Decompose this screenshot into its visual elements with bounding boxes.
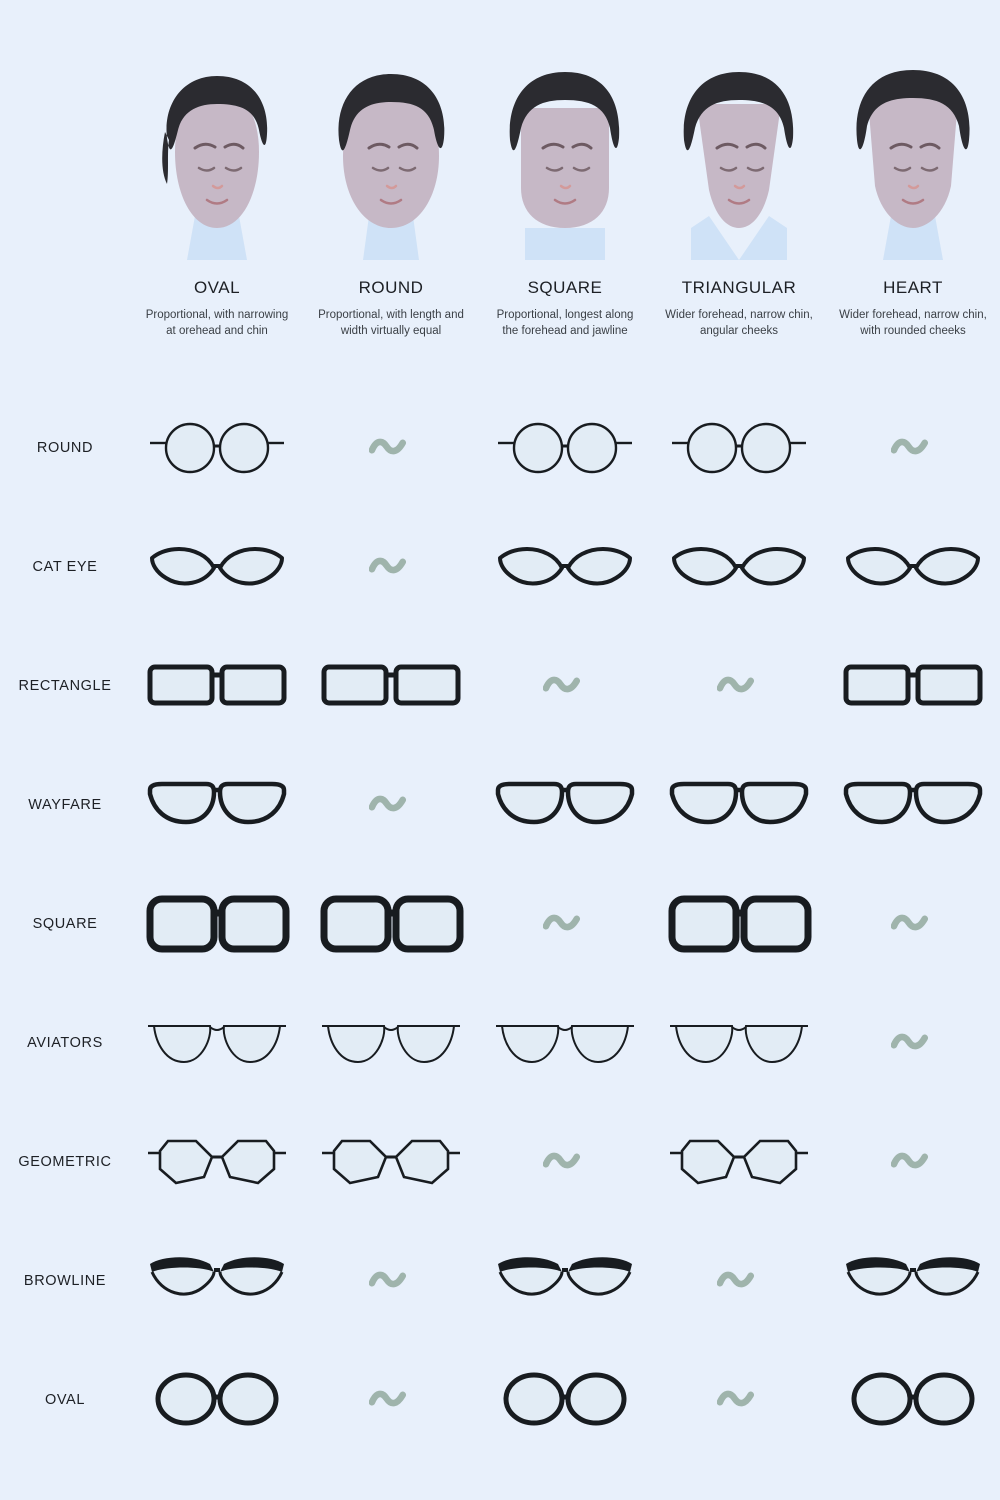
rectangle-glasses-icon xyxy=(316,651,466,721)
row-label-rectangle: RECTANGLE xyxy=(18,677,112,694)
squiggle-icon xyxy=(369,793,413,817)
wayfare-glasses-icon xyxy=(664,770,814,840)
squiggle-icon xyxy=(543,674,587,698)
no-match-cell-rectangle-square xyxy=(478,626,652,745)
browline-glasses-icon xyxy=(490,1246,640,1316)
squiggle-icon xyxy=(369,436,413,460)
glasses-cell-wayfare-oval xyxy=(130,745,304,864)
face-illustration-square xyxy=(495,60,635,260)
oval-glasses-icon xyxy=(142,1365,292,1435)
glasses-cell-rectangle-heart xyxy=(826,626,1000,745)
row-label-round: ROUND xyxy=(36,439,94,456)
row-label-geometric: GEOMETRIC xyxy=(18,1153,112,1170)
glasses-cell-aviator-triangular xyxy=(652,983,826,1102)
squiggle-icon xyxy=(717,1388,761,1412)
no-match-cell-browline-round xyxy=(304,1221,478,1340)
glasses-row xyxy=(0,507,1000,626)
no-match-cell-round-heart xyxy=(826,388,1000,507)
browline-glasses-icon xyxy=(838,1246,988,1316)
glasses-cell-oval-heart xyxy=(826,1340,1000,1459)
glasses-cell-browline-heart xyxy=(826,1221,1000,1340)
geometric-glasses-icon xyxy=(142,1127,292,1197)
glasses-cell-square-round xyxy=(304,864,478,983)
squiggle-icon xyxy=(543,912,587,936)
no-match-cell-oval-triangular xyxy=(652,1340,826,1459)
face-illustration-round xyxy=(321,60,461,260)
face-illustration-triangular xyxy=(669,60,809,260)
face-illustration-heart xyxy=(843,60,983,260)
row-label-square: SQUARE xyxy=(32,915,98,932)
face-column-round xyxy=(304,60,478,339)
squiggle-icon xyxy=(717,1269,761,1293)
face-column-square xyxy=(478,60,652,339)
face-description: Proportional, with narrowing at orehead and chin xyxy=(145,309,289,337)
square-glasses-icon xyxy=(142,889,292,959)
glasses-cell-round-square xyxy=(478,388,652,507)
glasses-row xyxy=(0,1221,1000,1340)
no-match-cell-square-square xyxy=(478,864,652,983)
glasses-row xyxy=(0,1102,1000,1221)
glasses-cell-rectangle-round xyxy=(304,626,478,745)
no-match-cell-aviators-heart xyxy=(826,983,1000,1102)
wayfare-glasses-icon xyxy=(142,770,292,840)
glasses-cell-oval-square xyxy=(478,1340,652,1459)
glasses-cell-cateye-triangular xyxy=(652,507,826,626)
round-glasses-icon xyxy=(490,413,640,483)
face-title: HEART xyxy=(883,278,943,297)
glasses-cell-geometric-triangular xyxy=(652,1102,826,1221)
glasses-row xyxy=(0,626,1000,745)
face-title: ROUND xyxy=(358,278,424,297)
squiggle-icon xyxy=(369,555,413,579)
glasses-cell-cateye-heart xyxy=(826,507,1000,626)
glasses-cell-square-oval xyxy=(130,864,304,983)
glasses-cell-wayfare-heart xyxy=(826,745,1000,864)
geometric-glasses-icon xyxy=(316,1127,466,1197)
face-title: SQUARE xyxy=(527,278,603,297)
row-label-browline: BROWLINE xyxy=(23,1272,107,1289)
glasses-cell-square-triangular xyxy=(652,864,826,983)
cateye-glasses-icon xyxy=(838,532,988,602)
no-match-cell-cat-eye-round xyxy=(304,507,478,626)
face-column-oval xyxy=(130,60,304,339)
face-title: OVAL xyxy=(193,278,241,297)
squiggle-icon xyxy=(369,1269,413,1293)
face-description: Proportional, with length and width virtually equal xyxy=(318,309,464,337)
squiggle-icon xyxy=(891,1031,935,1055)
aviator-glasses-icon xyxy=(316,1008,466,1078)
squiggle-icon xyxy=(891,436,935,460)
glasses-cell-cateye-oval xyxy=(130,507,304,626)
glasses-cell-aviator-square xyxy=(478,983,652,1102)
oval-glasses-icon xyxy=(838,1365,988,1435)
no-match-cell-rectangle-triangular xyxy=(652,626,826,745)
no-match-cell-geometric-square xyxy=(478,1102,652,1221)
rectangle-glasses-icon xyxy=(142,651,292,721)
glasses-cell-aviator-round xyxy=(304,983,478,1102)
squiggle-icon xyxy=(717,674,761,698)
no-match-cell-wayfare-round xyxy=(304,745,478,864)
face-column-triangular xyxy=(652,60,826,339)
cateye-glasses-icon xyxy=(490,532,640,602)
glasses-row xyxy=(0,864,1000,983)
glasses-cell-geometric-oval xyxy=(130,1102,304,1221)
row-label-aviators: AVIATORS xyxy=(27,1034,103,1051)
face-description: Proportional, longest along the forehead and jawline xyxy=(496,309,634,337)
glasses-cell-browline-square xyxy=(478,1221,652,1340)
square-glasses-icon xyxy=(664,889,814,959)
face-column-heart xyxy=(826,60,1000,339)
aviator-glasses-icon xyxy=(664,1008,814,1078)
cateye-glasses-icon xyxy=(664,532,814,602)
row-label-cat-eye: CAT EYE xyxy=(32,558,98,575)
row-label-oval: OVAL xyxy=(44,1391,85,1408)
geometric-glasses-icon xyxy=(664,1127,814,1197)
glasses-cell-geometric-round xyxy=(304,1102,478,1221)
rectangle-glasses-icon xyxy=(838,651,988,721)
no-match-cell-geometric-heart xyxy=(826,1102,1000,1221)
glasses-grid xyxy=(0,388,1000,1459)
glasses-cell-wayfare-triangular xyxy=(652,745,826,864)
glasses-cell-rectangle-oval xyxy=(130,626,304,745)
no-match-cell-oval-round xyxy=(304,1340,478,1459)
glasses-row xyxy=(0,983,1000,1102)
glasses-cell-wayfare-square xyxy=(478,745,652,864)
squiggle-icon xyxy=(891,1150,935,1174)
face-title: TRIANGULAR xyxy=(681,278,797,297)
glasses-cell-round-triangular xyxy=(652,388,826,507)
wayfare-glasses-icon xyxy=(490,770,640,840)
browline-glasses-icon xyxy=(142,1246,292,1316)
round-glasses-icon xyxy=(142,413,292,483)
glasses-cell-round-oval xyxy=(130,388,304,507)
cateye-glasses-icon xyxy=(142,532,292,602)
oval-glasses-icon xyxy=(490,1365,640,1435)
face-description: Wider forehead, narrow chin, angular cheeks xyxy=(665,309,813,337)
glasses-row xyxy=(0,1340,1000,1459)
no-match-cell-square-heart xyxy=(826,864,1000,983)
aviator-glasses-icon xyxy=(142,1008,292,1078)
wayfare-glasses-icon xyxy=(838,770,988,840)
face-illustration-oval xyxy=(147,60,287,260)
glasses-row xyxy=(0,388,1000,507)
face-description: Wider forehead, narrow chin, with rounded cheeks xyxy=(839,309,987,337)
squiggle-icon xyxy=(543,1150,587,1174)
face-shapes-header xyxy=(130,60,1000,339)
no-match-cell-browline-triangular xyxy=(652,1221,826,1340)
glasses-cell-oval-oval xyxy=(130,1340,304,1459)
round-glasses-icon xyxy=(664,413,814,483)
square-glasses-icon xyxy=(316,889,466,959)
no-match-cell-round-round xyxy=(304,388,478,507)
row-label-wayfare: WAYFARE xyxy=(28,796,102,813)
glasses-row xyxy=(0,745,1000,864)
glasses-cell-browline-oval xyxy=(130,1221,304,1340)
squiggle-icon xyxy=(369,1388,413,1412)
aviator-glasses-icon xyxy=(490,1008,640,1078)
glasses-cell-cateye-square xyxy=(478,507,652,626)
squiggle-icon xyxy=(891,912,935,936)
glasses-cell-aviator-oval xyxy=(130,983,304,1102)
